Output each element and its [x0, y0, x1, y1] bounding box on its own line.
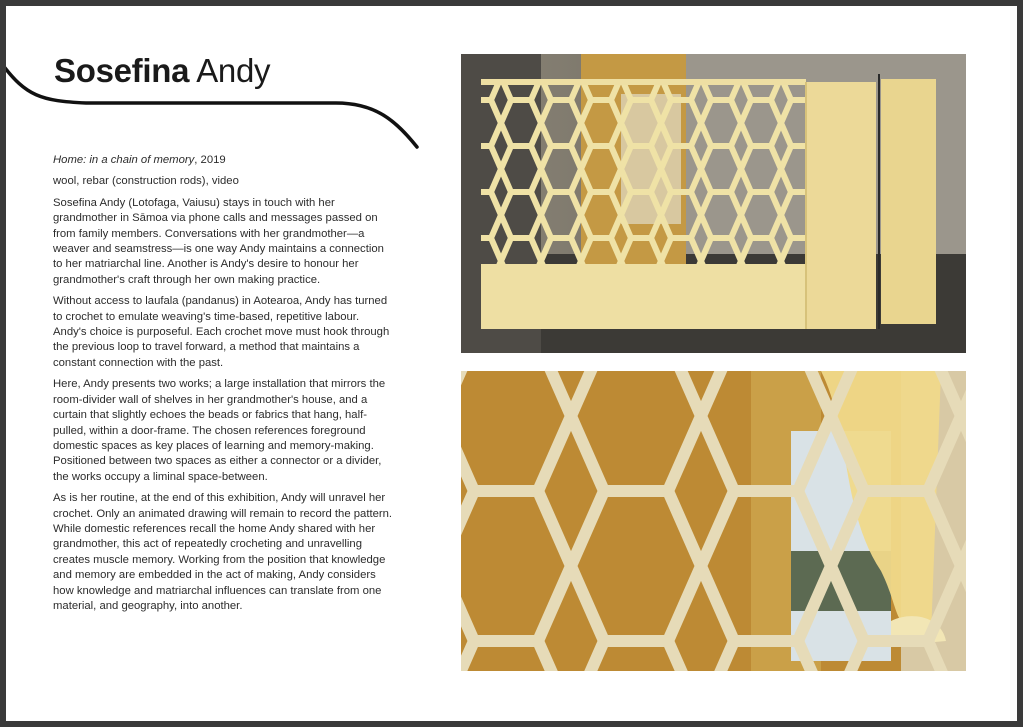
artist-first-name: Sosefina	[54, 52, 190, 89]
work-title: Home: in a chain of memory	[53, 154, 195, 166]
text-column	[53, 153, 393, 620]
paragraph-1: Sosefina Andy (Lotofaga, Vaiusu) stays in touch with her grandmother in Sāmoa via phone calls and messages passed on from family members. Conversations with her grandmother—a weaver and seamstress—is one way Andy maintains a connection to her matriarchal line. Another is Andy's desire to honour her grandmother's craft through her own making practice.	[53, 196, 384, 286]
work-caption	[53, 153, 393, 168]
paragraph-4: As is her routine, at the end of this exhibition, Andy will unravel her crochet. Only an animated drawing will remain to record the pattern. While domestic references recall the home Andy shared with her grandmother, this act of repeatedly crocheting and unravelling creates muscle memory. Working from the position that knowledge and memory are embedded in the act of making, Andy considers how knowledge and matriarchal influences can translate from one material, and geography, into another.	[53, 492, 393, 612]
paragraph-2: Without access to laufala (pandanus) in Aotearoa, Andy has turned to crochet to emulate weaving's time-based, repetitive labour. Andy's choice is purposeful. Each crochet move must hook through the previous loop to travel forward, a method that maintains a constant connection with the past.	[53, 295, 390, 369]
artist-name	[54, 52, 270, 90]
installation-photo	[461, 54, 966, 353]
artist-last-name: Andy	[196, 52, 271, 89]
work-year: , 2019	[194, 154, 226, 166]
paragraph-3: Here, Andy presents two works; a large installation that mirrors the room-divider wall of shelves in her grandmother's house, and a curtain that slightly echoes the beads or fabrics that hang, half-pulled, within a door-frame. The chosen references foreground domestic spaces as key places of learning and memory-making. Positioned between two spaces as either a connector or a divider, the works occupy a liminal space-between.	[53, 378, 386, 483]
catalogue-page	[6, 6, 1017, 721]
detail-photo	[461, 371, 966, 671]
work-materials: wool, rebar (construction rods), video	[53, 175, 239, 188]
